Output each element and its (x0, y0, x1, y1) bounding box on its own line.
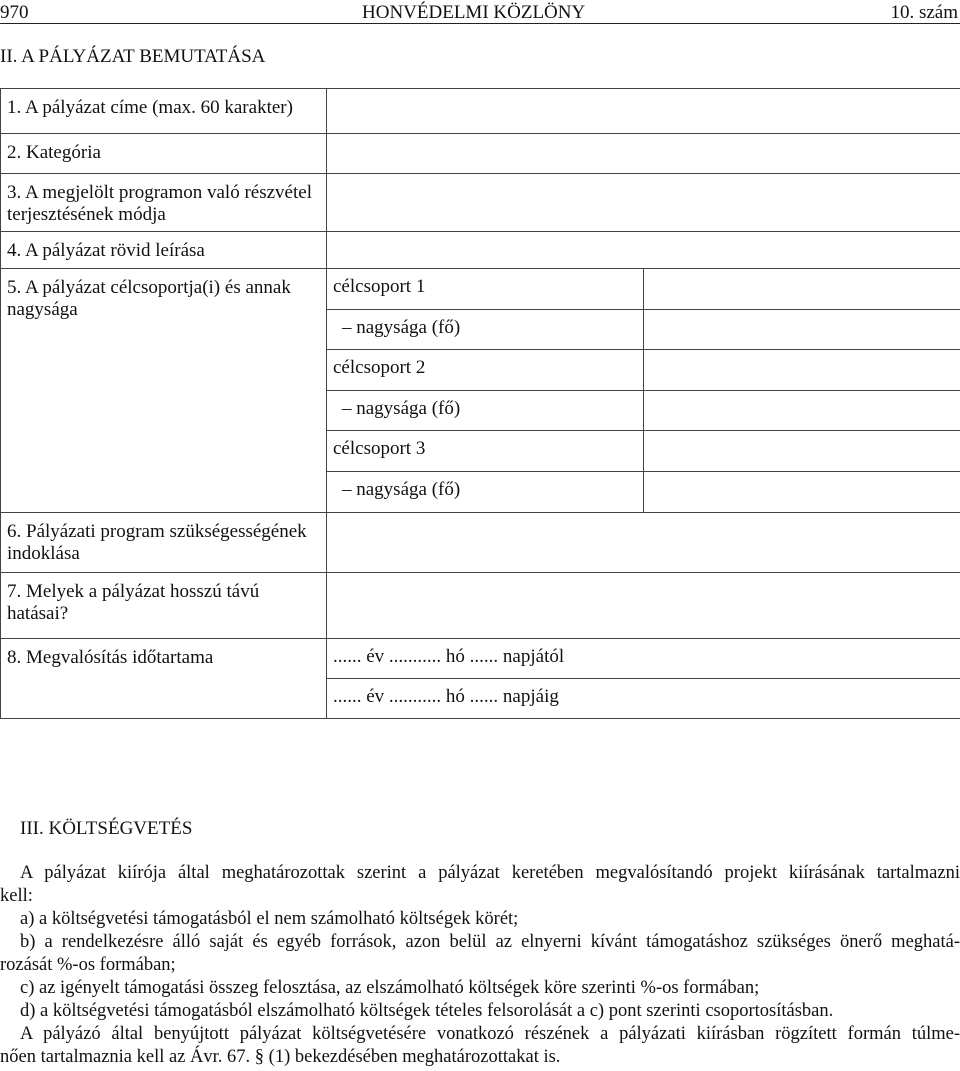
form-row-label: 3. A megjelölt programon való részvétel terjesztésének módja (1, 174, 327, 232)
target-group-size-label: – nagysága (fő) (327, 472, 644, 513)
target-group-1-input[interactable] (644, 269, 960, 310)
budget-closing-line-1: A pályázó által benyújtott pályázat költségvetésére vonatkozó részének a pályázati kiírásban rögzített formán túlme- (20, 1024, 960, 1044)
form-row-label: 1. A pályázat címe (max. 60 karakter) (1, 89, 327, 134)
budget-item-b-line-1: b) a rendelkezésre álló saját és egyéb források, azon belül az elnyerni kívánt támogatáshoz szükséges önerő meghatá- (20, 932, 960, 952)
target-group-1-size-input[interactable] (644, 310, 960, 350)
form-row-label: 2. Kategória (1, 134, 327, 174)
budget-text (0, 862, 960, 1069)
justification-input-cell[interactable] (327, 513, 960, 573)
budget-closing-line-2: nően tartalmaznia kell az Ávr. 67. § (1) bekezdésében meghatározottakat is. (0, 1047, 561, 1067)
target-group-2-input[interactable] (644, 350, 960, 391)
target-group-3-input[interactable] (644, 431, 960, 472)
duration-from[interactable]: ...... év ........... hó ...... napjától (327, 639, 960, 679)
page-number: 970 (0, 2, 29, 23)
form-row-label: 8. Megvalósítás időtartama (1, 639, 327, 719)
target-group-2-size-input[interactable] (644, 391, 960, 431)
form-row-label: 6. Pályázati program szükségességének indoklása (1, 513, 327, 573)
application-form-table (0, 88, 960, 719)
target-group-size-label: – nagysága (fő) (327, 310, 644, 350)
title-input-cell[interactable] (327, 89, 960, 134)
budget-item-b-line-2: rozását %-os formában; (0, 955, 176, 975)
issue-number: 10. szám (890, 2, 958, 23)
header-rule (0, 23, 960, 24)
budget-intro-line-1: A pályázat kiírója által meghatározottak szerint a pályázat keretében megvalósítandó projekt kiírásának tartalmazni (20, 863, 960, 883)
journal-title: HONVÉDELMI KÖZLÖNY (362, 2, 586, 23)
target-group-label: célcsoport 1 (327, 269, 644, 310)
budget-intro-line-2: kell: (0, 886, 33, 906)
duration-to[interactable]: ...... év ........... hó ...... napjáig (327, 679, 960, 719)
form-row-label: 5. A pályázat célcsoportja(i) és annak nagysága (1, 269, 327, 513)
target-group-label: célcsoport 3 (327, 431, 644, 472)
dissemination-input-cell[interactable] (327, 174, 960, 232)
form-row-label: 7. Melyek a pályázat hosszú távú hatásai? (1, 573, 327, 639)
page-header (0, 0, 960, 24)
budget-item-d: d) a költségvetési támogatásból elszámolható költségek tételes felsorolását a c) pont szerinti csoportosításban. (20, 1001, 834, 1021)
section-2-title: II. A PÁLYÁZAT BEMUTATÁSA (0, 46, 266, 67)
target-group-size-label: – nagysága (fő) (327, 391, 644, 431)
category-input-cell[interactable] (327, 134, 960, 174)
target-group-3-size-input[interactable] (644, 472, 960, 513)
budget-item-c: c) az igényelt támogatási összeg felosztása, az elszámolható költségek köre szerinti %-os formában; (20, 978, 760, 998)
budget-item-a: a) a költségvetési támogatásból el nem számolható költségek körét; (20, 909, 519, 929)
summary-input-cell[interactable] (327, 232, 960, 269)
form-row-label: 4. A pályázat rövid leírása (1, 232, 327, 269)
long-term-effects-input-cell[interactable] (327, 573, 960, 639)
section-3-title: III. KÖLTSÉGVETÉS (20, 818, 193, 839)
target-group-label: célcsoport 2 (327, 350, 644, 391)
